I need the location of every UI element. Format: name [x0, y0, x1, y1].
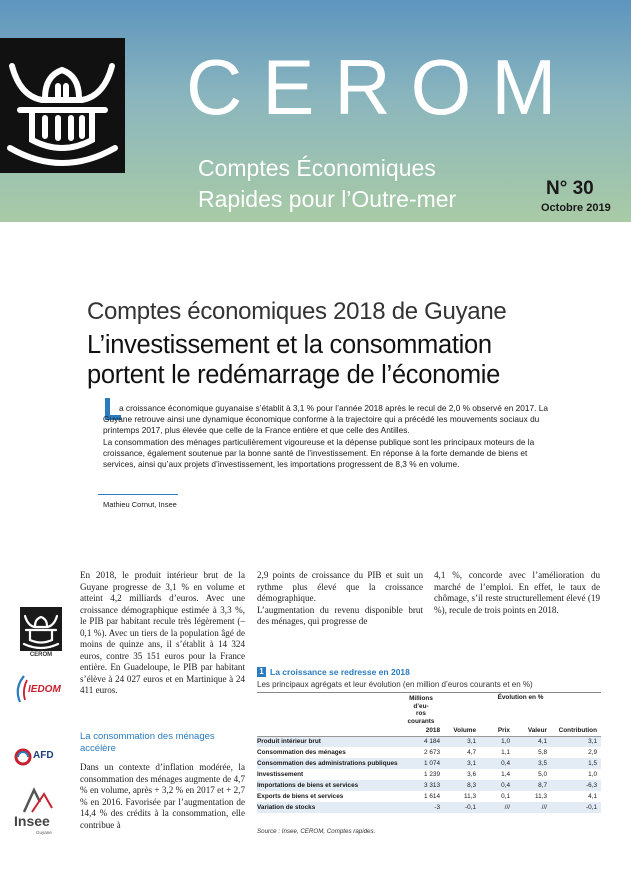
body-column-3: 4,1 %, concorde avec l’amélioration du marché de l’emploi. En effet, le taux de chômage, s’il reste structurellement élevé (19 %), recule de trois points en 2018. [434, 570, 600, 615]
insee-logo [14, 786, 64, 838]
table-row: Exports de biens et services 1 614 11,3 0,1 11,3 4,1 [257, 793, 597, 800]
column-2-paragraph-1: 2,9 points de croissance du PIB et suit un rythme plus élevé que la croissance démographique. [257, 570, 423, 603]
header-banner [0, 0, 631, 222]
column-2-paragraph-2: L’augmentation du revenu disponible brut des ménages, qui progresse de [257, 604, 423, 626]
afd-logo [14, 744, 64, 770]
insee-logo-text: Insee [14, 813, 50, 829]
header-millions-line-1: Millions d’eu- [409, 695, 433, 710]
subtitle-line-2: Rapides pour l’Outre-mer [198, 186, 457, 212]
header-millions [402, 694, 444, 725]
header-millions-line-2: ros courants [407, 710, 435, 725]
body-column-2 [257, 570, 423, 628]
brand-subtitle [198, 153, 456, 215]
article-title-region: Comptes économiques 2018 de Guyane [87, 298, 507, 325]
section-heading-line-1: La consommation des ménages [80, 731, 215, 742]
data-table [257, 694, 601, 813]
section-heading [80, 731, 215, 755]
header-2018: 2018 [402, 725, 444, 736]
cerom-emblem-logo [0, 38, 125, 173]
table-row: Consommation des ménages 2 673 4,7 1,1 5,8 2,9 [257, 749, 597, 756]
iedom-logo [12, 672, 62, 708]
table-header-row-1 [257, 694, 601, 725]
subtitle-line-1: Comptes Économiques [198, 155, 436, 181]
headline-line-2: portent le redémarrage de l’économie [87, 361, 501, 389]
headline-line-1: L’investissement et la consommation [87, 331, 492, 359]
header-valeur: Valeur [514, 725, 551, 736]
table-row: Consommation des administrations publiques 1 074 3,1 0,4 3,5 1,5 [257, 758, 601, 769]
table-number-badge: 1 [257, 667, 266, 677]
header-volume: Volume [444, 725, 480, 736]
cerom-side-logo [20, 607, 62, 659]
abstract-divider [98, 494, 178, 495]
abstract-paragraph-2: La consommation des ménages particulièrement vigoureuse et la dépense publique sont les principaux moteurs de la croissance, également soutenue par la bonne santé de l’investissement. En réponse à la forte demande de biens et services, ainsi qu’aux projets d’investissement, les importations progressent de 8,3 % en volume. [103, 436, 535, 470]
table-row: Produit intérieur brut 4 184 3,1 1,0 4,1 3,1 [257, 736, 601, 747]
table-row: Importations de biens et services 3 313 8,3 0,4 8,7 -6,3 [257, 780, 601, 791]
insee-logo-subtext: Guyane [36, 830, 52, 835]
table-source: Source : Insee, CEROM, Comptes rapides. [257, 828, 376, 835]
table-row: Variation de stocks -3 -0,1 /// /// -0,1 [257, 802, 601, 813]
table-top-rule [257, 692, 601, 693]
author: Mathieu Cornut, Insee [103, 500, 177, 509]
table-header-row-2 [257, 725, 601, 736]
header-evolution: Évolution en % [497, 694, 544, 701]
afd-logo-text: AFD [33, 750, 54, 761]
issue-date: Octobre 2019 [541, 202, 611, 214]
body-column-1-top: En 2018, le produit intérieur brut de la Guyane progresse de 3,1 % en volume et atteint 4,2 milliards d’euros. Avec une croissance démographique estimée à 3,3 %, le PIB par habitant recule très légèrement (– 0,1 %). Avec un tiers de la population âgé de moins de quinze ans, il s’établit à 14 324 euros, contre 35 151 euros pour la France entière. En Guadeloupe, le PIB par habitant s’élève à 24 027 euros et en Martinique à 24 411 euros. [80, 570, 245, 695]
header-contribution: Contribution [551, 725, 601, 736]
issue-number: N° 30 [546, 178, 594, 199]
table-subtitle: Les principaux agrégats et leur évolution (en million d’euros courants et en %) [257, 680, 533, 689]
section-heading-line-2: accélère [80, 743, 116, 754]
table-row: Investissement 1 239 3,6 1,4 5,0 1,0 [257, 771, 597, 778]
header-prix: Prix [480, 725, 514, 736]
abstract [103, 403, 551, 470]
brand-wordmark: CEROM [186, 43, 577, 131]
abstract-paragraph-1: a croissance économique guyanaise s’établit à 3,1 % pour l’année 2018 après le recul de 2,0 % observé en 2017. La Guyane retrouve ainsi une dynamique économique conforme à la trajectoire qui a précédé les mouvements sociaux du printemps 2017, plus élevée que celle de la France entière et que celle des Antilles. [103, 403, 548, 436]
table-title: La croissance se redresse en 2018 [270, 667, 410, 677]
article-headline [87, 330, 607, 390]
iedom-logo-text: IEDOM [28, 684, 61, 695]
cerom-side-logo-text: CEROM [29, 652, 53, 658]
body-column-1-bottom: Dans un contexte d’inflation modérée, la consommation des ménages augmente de 4,7 % en volume, après + 3,2 % en 2017 et + 2,7 % en 2016. Favorisée par l’augmentation de 14,4 % des crédits à la consommation, elle contribue à [80, 762, 245, 830]
